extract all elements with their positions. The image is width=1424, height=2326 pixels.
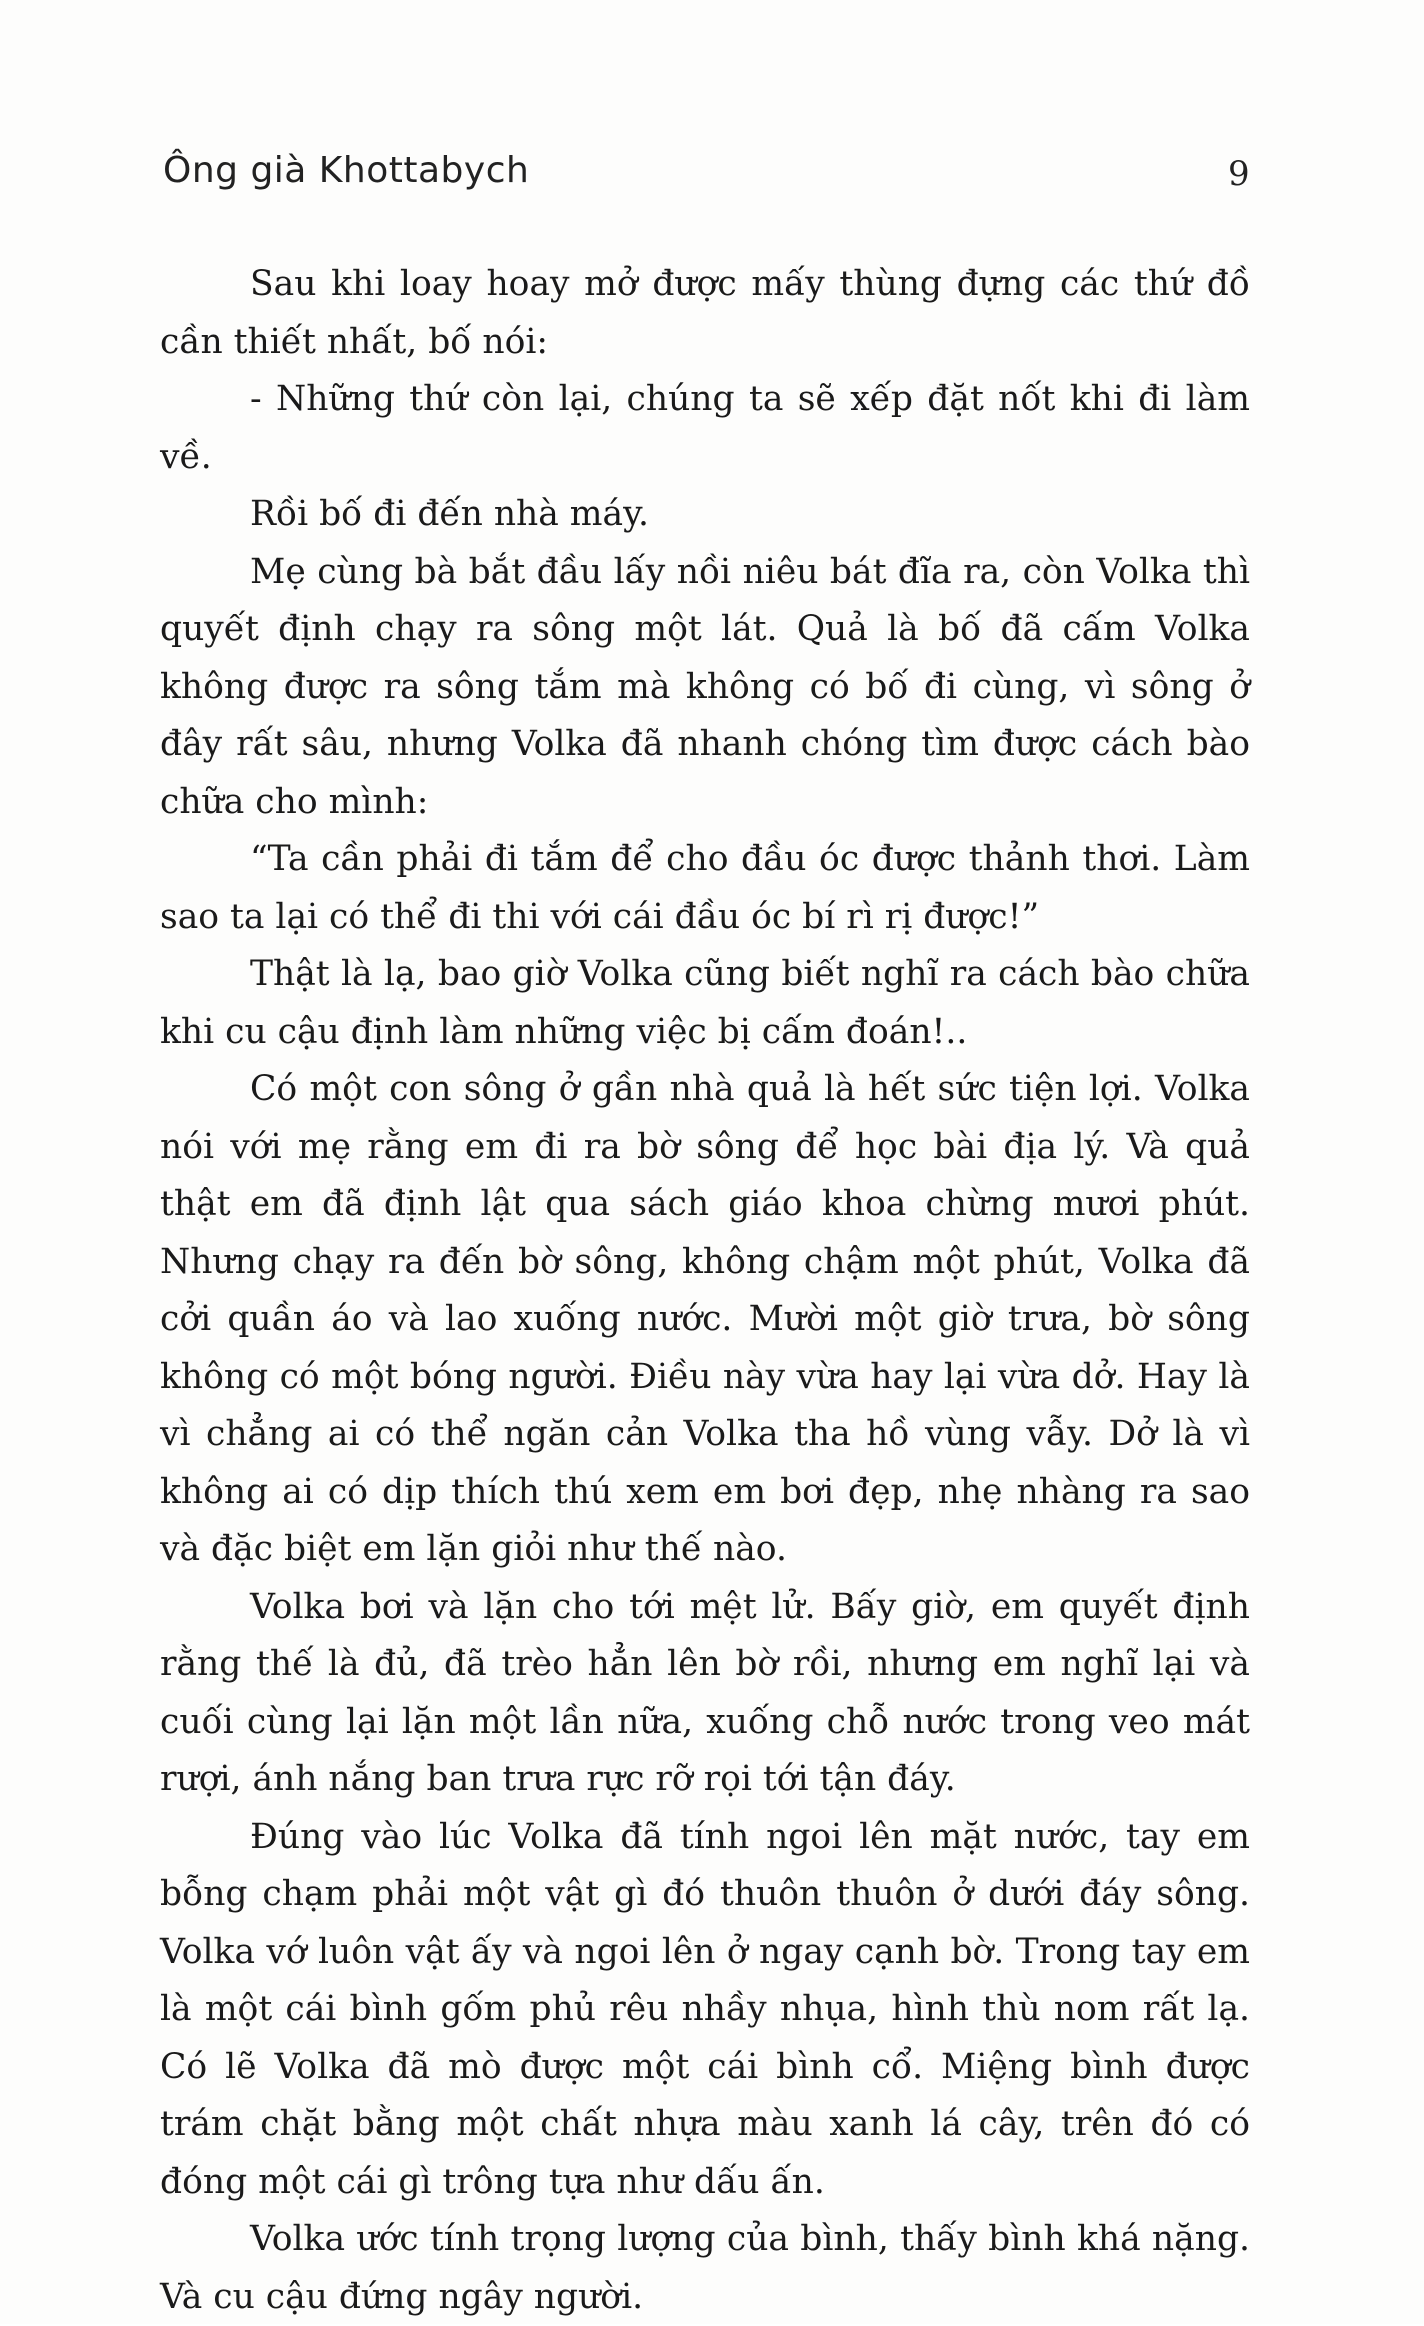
paragraph-1: Sau khi loay hoay mở được mấy thùng đựng các thứ đồ cần thiết nhất, bố nói:: [160, 264, 1250, 362]
paragraph-10: Volka ước tính trọng lượng của bình, thấy bình khá nặng. Và cu cậu đứng ngây người.: [160, 2219, 1250, 2317]
paragraph-4: Mẹ cùng bà bắt đầu lấy nồi niêu bát đĩa ra, còn Volka thì quyết định chạy ra sông một lát. Quả là bố đã cấm Volka không được ra sông tắm mà không có bố đi cùng, vì sông ở đây rất sâu, nhưng Volka đã nhanh chóng tìm được cách bào chữa cho mình:: [160, 551, 1250, 822]
paragraph-9: Đúng vào lúc Volka đã tính ngoi lên mặt nước, tay em bỗng chạm phải một vật gì đó thuôn thuôn ở dưới đáy sông. Volka vớ luôn vật ấy và ngoi lên ở ngay cạnh bờ. Trong tay em là một cái bình gốm phủ rêu nhầy nhụa, hình thù nom rất lạ. Có lẽ Volka đã mò được một cái bình cổ. Miệng bình được trám chặt bằng một chất nhựa màu xanh lá cây, trên đó có đóng một cái gì trông tựa như dấu ấn.: [160, 1816, 1250, 2202]
page-number: 9: [1228, 154, 1250, 194]
paragraph-5-quote: “Ta cần phải đi tắm để cho đầu óc được thảnh thơi. Làm sao ta lại có thể đi thi với cái đầu óc bí rì rị được!”: [160, 839, 1250, 937]
paragraph-6: Thật là lạ, bao giờ Volka cũng biết nghĩ ra cách bào chữa khi cu cậu định làm những việc bị cấm đoán!..: [160, 954, 1250, 1052]
running-head-title: Ông già Khottabych: [163, 150, 530, 191]
paragraph-3: Rồi bố đi đến nhà máy.: [250, 494, 649, 534]
body-text: [160, 256, 1250, 2326]
paragraph-8: Volka bơi và lặn cho tới mệt lử. Bấy giờ, em quyết định rằng thế là đủ, đã trèo hẳn lên bờ rồi, nhưng em nghĩ lại và cuối cùng lại lặn một lần nữa, xuống chỗ nước trong veo mát rượi, ánh nắng ban trưa rực rỡ rọi tới tận đáy.: [160, 1586, 1250, 1799]
paragraph-2-dialogue: - Những thứ còn lại, chúng ta sẽ xếp đặt nốt khi đi làm về.: [160, 379, 1250, 477]
paragraph-7: Có một con sông ở gần nhà quả là hết sức tiện lợi. Volka nói với mẹ rằng em đi ra bờ sông để học bài địa lý. Và quả thật em đã định lật qua sách giáo khoa chừng mươi phút. Nhưng chạy ra đến bờ sông, không chậm một phút, Volka đã cởi quần áo và lao xuống nước. Mười một giờ trưa, bờ sông không có một bóng người. Điều này vừa hay lại vừa dở. Hay là vì chẳng ai có thể ngăn cản Volka tha hồ vùng vẫy. Dở là vì không ai có dịp thích thú xem em bơi đẹp, nhẹ nhàng ra sao và đặc biệt em lặn giỏi như thế nào.: [160, 1069, 1250, 1569]
